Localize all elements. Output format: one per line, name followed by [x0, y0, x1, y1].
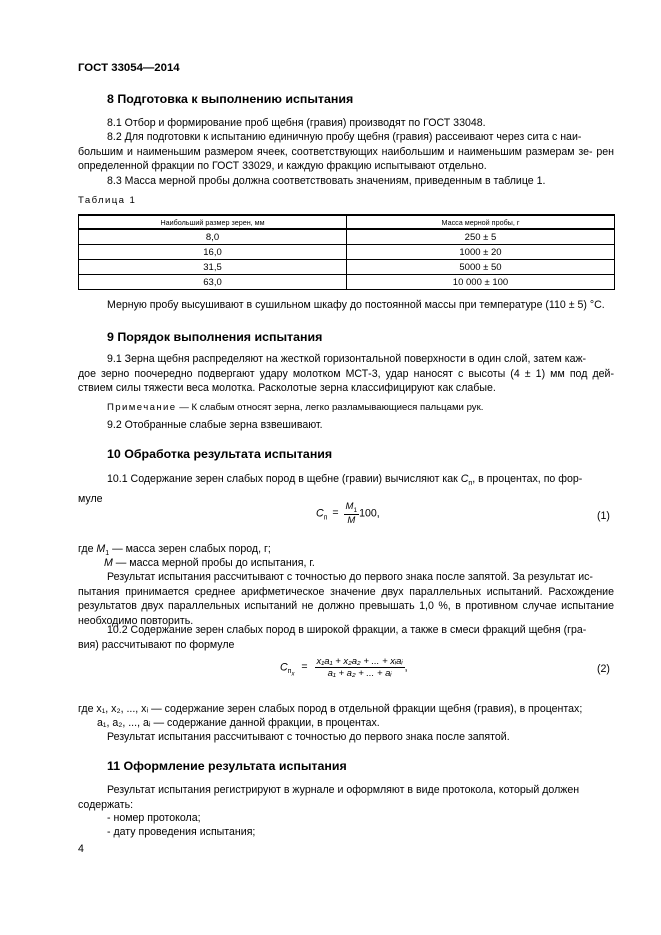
- table-cell: 16,0: [79, 245, 347, 260]
- table-cell: 1000 ± 20: [347, 245, 615, 260]
- para-accuracy-1-rest: пытания принимается среднее арифметическое значение двух параллельных испытаний. Расхождение результатов двух параллельных испытаний не должно превышать 1,0 %, в противном случае испытание необходимо повторить.: [78, 585, 614, 627]
- para-9-1-lead: 9.1 Зерна щебня распределяют на жесткой горизонтальной поверхности в один слой, затем каж-: [107, 353, 587, 365]
- para-8-1: 8.1 Отбор и формирование проб щебня (гравия) производят по ГОСТ 33048.: [107, 117, 486, 129]
- list-item: - номер протокола;: [107, 812, 201, 824]
- para-accuracy-1: [78, 570, 614, 628]
- where-2-a: где x₁, x₂, ..., xᵢ — содержание зерен слабых пород в отдельной фракции щебня (гравия), в процентах;: [78, 703, 583, 715]
- where-1-a: где $M_1$ — масса зерен слабых пород, г;: [78, 543, 271, 558]
- note-9: [107, 402, 483, 413]
- table-row: [79, 275, 615, 290]
- para-11-rest: содержать:: [78, 798, 134, 811]
- para-9-1-rest: дое зерно поочередно подвергают удару молотком МСТ-3, удар наносят с высоты (4 ± 1) мм под дей- ствием силы тяжести веса молотка. Расколотые зерна классифицируют как слабые.: [78, 367, 614, 395]
- section-8-title: 8 Подготовка к выполнению испытания: [107, 92, 354, 106]
- para-9-1: [78, 352, 614, 396]
- para-8-2-rest: большим и наименьшим размером ячеек, соответствующих наибольшим и наименьшим размерам зе- рен определенной фракции по ГОСТ 33029, и каждую фракцию испытывают отдельно.: [78, 145, 614, 173]
- para-10-2-lead: 10.2 Содержание зерен слабых пород в широкой фракции, а также в смеси фракций щебня (гра-: [107, 624, 587, 636]
- table-cell: 250 ± 5: [347, 229, 615, 245]
- para-9-2: 9.2 Отобранные слабые зерна взвешивают.: [107, 419, 323, 431]
- where-2-b: a₁, a₂, ..., aᵢ — содержание данной фракции, в процентах.: [97, 717, 380, 729]
- table-caption: Таблица 1: [78, 195, 137, 206]
- drying-note: Мерную пробу высушивают в сушильном шкафу до постоянной массы при температуре (110 ± 5) °С.: [107, 299, 605, 311]
- list-item: - дату проведения испытания;: [107, 826, 256, 838]
- section-9-title: 9 Порядок выполнения испытания: [107, 330, 323, 344]
- para-10-2-rest: вия) рассчитывают по формуле: [78, 638, 235, 651]
- section-10-title: 10 Обработка результата испытания: [107, 447, 333, 461]
- para-11-lead: Результат испытания регистрируют в журнале и оформляют в виде протокола, который должен: [107, 784, 580, 796]
- para-accuracy-1-lead: Результат испытания рассчитывают с точностью до первого знака после запятой. За результат ис-: [107, 571, 593, 583]
- section-11-title: 11 Оформление результата испытания: [107, 759, 347, 773]
- formula-2-number: (2): [597, 663, 610, 675]
- table-cell: 10 000 ± 100: [347, 275, 615, 290]
- formula-1-number: (1): [597, 510, 610, 522]
- table-header-cell: Масса мерной пробы, г: [347, 215, 615, 229]
- table-cell: 8,0: [79, 229, 347, 245]
- note-text: — К слабым относят зерна, легко разламывающиеся пальцами рук.: [176, 402, 484, 413]
- para-10-1-lead: 10.1 Содержание зерен слабых пород в щебне (гравии) вычисляют как $С_п$, в процентах, по фор-: [107, 473, 583, 488]
- para-8-2: [78, 130, 614, 174]
- table-row: [79, 229, 615, 245]
- para-10-2: [78, 623, 614, 652]
- table-header-cell: Наибольший размер зерен, мм: [79, 215, 347, 229]
- table-cell: 31,5: [79, 260, 347, 275]
- formula-2: $С_{п_x}$ = $\frac{\text{x₁a₁ + x₂a₂ + ... + xᵢaᵢ}}{\text{a₁ + a₂ + ... + aᵢ}}$ ,: [280, 656, 408, 679]
- page-number: 4: [78, 843, 84, 855]
- formula-1: $С_п$ = $\frac{M_1}{M}$ 100,: [316, 501, 380, 526]
- para-11: [78, 783, 614, 812]
- table-row: [79, 245, 615, 260]
- table-cell: 5000 ± 50: [347, 260, 615, 275]
- para-10-1-rest: муле: [78, 492, 103, 505]
- table-cell: 63,0: [79, 275, 347, 290]
- note-label: Примечание: [107, 402, 177, 413]
- table-header-row: [79, 215, 615, 229]
- table-row: [79, 260, 615, 275]
- para-8-2-lead: 8.2 Для подготовки к испытанию единичную пробу щебня (гравия) рассеивают через сита с наи-: [107, 131, 582, 143]
- standard-header: ГОСТ 33054—2014: [78, 62, 180, 74]
- where-1-b: M — масса мерной пробы до испытания, г.: [104, 557, 315, 569]
- para-8-3: 8.3 Масса мерной пробы должна соответствовать значениям, приведенным в таблице 1.: [107, 175, 546, 187]
- para-accuracy-2: Результат испытания рассчитывают с точностью до первого знака после запятой.: [107, 731, 510, 743]
- table-1: [78, 214, 615, 290]
